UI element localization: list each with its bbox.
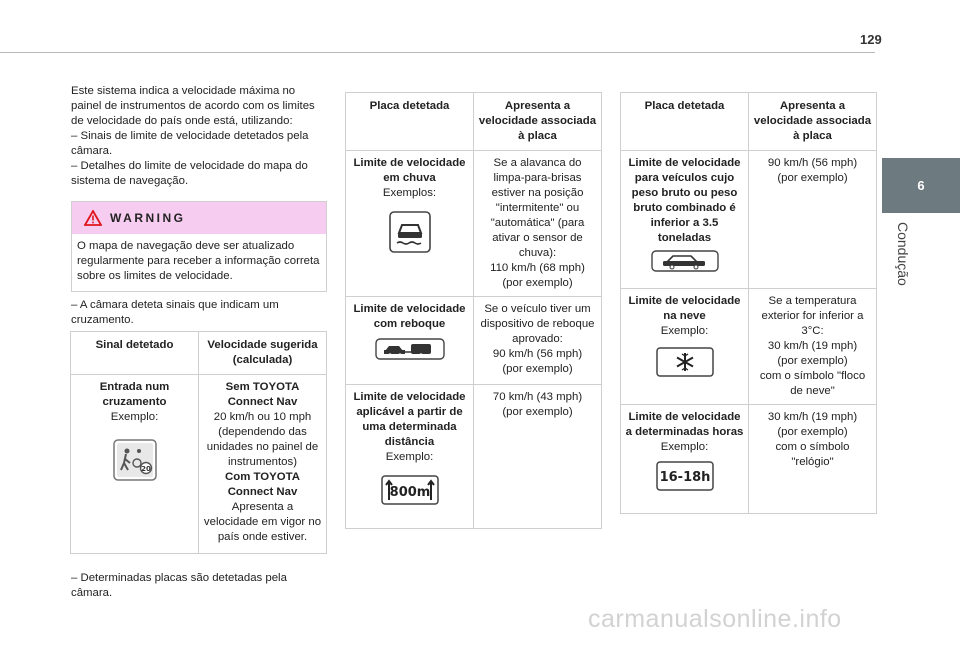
table-header: Placa detetada [346, 93, 474, 151]
table-row: Entrada num cruzamento Exemplo: 20 Sem TOYOTA Connect Nav 20 km/h ou 10 mph (dependendo das unidades no painel de instrumentos) Com TOYOTA Connect Nav Apresenta a velocidade em vigor no país onde estiver. [71, 375, 327, 554]
intro-text: Este sistema indica a velocidade máxima no painel de instrumentos de acordo com os limites de velocidade do país onde está, utilizando: – Sinais de limite de velocidade detetados pela câmara. – Detalhes do limite de velocidade do mapa do sistema de navegação. [71, 85, 315, 187]
sign-subtitle: Exemplo: [110, 411, 159, 423]
table-row: Limite de velocidade com reboque Se o veículo tiver um dispositivo de reboque aprovado: 90 km/h (56 mph) (por exemplo) [346, 297, 602, 385]
table-row: Limite de velocidade a determinadas horas Exemplo: 16-18h 30 km/h (19 mph) (por exemplo) com o símbolo "relógio" [621, 405, 877, 514]
snowflake-icon [656, 347, 714, 382]
table-header: Sinal detetado [71, 332, 199, 375]
chapter-tab[interactable]: 6 [882, 158, 960, 213]
crossing-note: – A câmara deteta sinais que indicam um cruzamento. [71, 299, 279, 326]
table-row: Limite de velocidade na neve Exemplo: Se a temperatura exterior for inferior a 3°C: 30 km/h (19 mph) (por exemplo) com o símbolo "floco de neve" [621, 289, 877, 405]
table-header: Apresenta a velocidade associada à placa [474, 93, 602, 151]
chapter-label: Condução [895, 222, 911, 286]
distance-800m-sign [381, 475, 439, 510]
pedestrian-bicycle-20-sign-icon [113, 439, 157, 486]
car-caravan-icon [375, 338, 445, 365]
plates-table-1 [345, 92, 602, 529]
svg-text:16-18h: 16-18h [659, 470, 710, 485]
page-number: 129 [860, 32, 882, 47]
table-header: Apresenta a velocidade associada à placa [749, 93, 877, 151]
table-row: Limite de velocidade aplicável a partir de uma determinada distância Exemplo: 800m 70 km/h (43 mph) (por exemplo) [346, 385, 602, 529]
svg-text:800m: 800m [389, 485, 430, 500]
table-header: Placa detetada [621, 93, 749, 151]
camera-note: – Determinadas placas são detetadas pela câmara. [71, 572, 287, 599]
plates-table-2 [620, 92, 877, 514]
sign-title: Entrada num cruzamento [99, 381, 170, 408]
warning-box [71, 201, 327, 292]
hours-16-18h-sign [656, 461, 714, 496]
table-header: Velocidade sugerida (calculada) [199, 332, 327, 375]
table-row: Limite de velocidade em chuva Exemplos: Se a alavanca do limpa-para-brisas estiver na posição "intermitente" ou "automática" (para ativar o sensor de chuva): 110 km/h (68 mph) (por exemplo) [346, 151, 602, 297]
table-row: Limite de velocidade para veículos cujo peso bruto ou peso bruto combinado é inferior a 3.5 toneladas 90 km/h (56 mph) (por exemplo) [621, 151, 877, 289]
svg-text:20: 20 [140, 465, 151, 473]
header-rule [0, 52, 875, 53]
crossing-table [70, 331, 327, 554]
car-rain-icon [389, 211, 431, 258]
car-icon [651, 250, 719, 277]
warning-triangle-icon [84, 210, 102, 226]
watermark: carmanualsonline.info [588, 605, 842, 633]
warning-title: WARNING [110, 210, 186, 225]
warning-text: O mapa de navegação deve ser atualizado regularmente para receber a informação correta sobre os limites de velocidade. [77, 240, 320, 282]
